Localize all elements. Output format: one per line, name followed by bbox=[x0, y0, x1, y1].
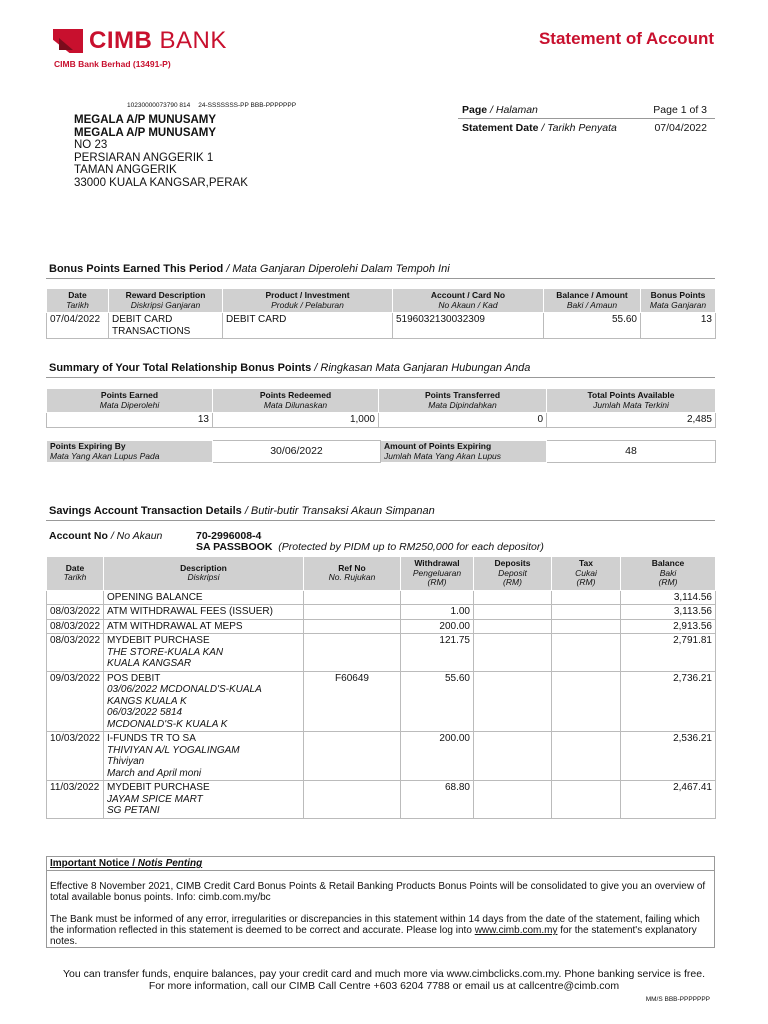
table-row bbox=[47, 619, 716, 634]
divider bbox=[46, 520, 715, 521]
cell-ref bbox=[304, 781, 401, 819]
table-row bbox=[47, 413, 716, 428]
reference-line: 10230000073790 814 24-SSSSSSS-PP BBB-PPPPPPP bbox=[127, 102, 297, 109]
col-header: Ref No No. Rujukan bbox=[304, 557, 401, 591]
logo-text: CIMB BANK bbox=[89, 27, 227, 54]
col-header: Reward Description Diskripsi Ganjaran bbox=[109, 289, 223, 313]
col-header: Balance Baki (RM) bbox=[621, 557, 716, 591]
cell-ref: F60649 bbox=[304, 671, 401, 732]
address-line: 33000 KUALA KANGSAR,PERAK bbox=[74, 176, 248, 189]
addressee-name: MEGALA A/P MUNUSAMY bbox=[74, 114, 217, 126]
cell-tax bbox=[552, 590, 621, 605]
statement-date-row: Statement Date / Tarikh Penyata 07/04/2022 bbox=[458, 119, 715, 136]
points-redeemed: 1,000 bbox=[213, 413, 379, 428]
col-header: Total Points Available Jumlah Mata Terkini bbox=[547, 389, 716, 413]
cell-balance: 3,114.56 bbox=[621, 590, 716, 605]
cell-deposit bbox=[474, 781, 552, 819]
cell-date: 11/03/2022 bbox=[47, 781, 104, 819]
total-points-available: 2,485 bbox=[547, 413, 716, 428]
cell-date: 08/03/2022 bbox=[47, 605, 104, 620]
statement-meta bbox=[458, 102, 715, 136]
cell-tax bbox=[552, 619, 621, 634]
table-row bbox=[47, 781, 716, 819]
address-line: NO 23 bbox=[74, 139, 108, 151]
page-number: Page 1 of 3 bbox=[653, 104, 707, 116]
divider bbox=[46, 278, 715, 279]
points-transferred: 0 bbox=[379, 413, 547, 428]
cell-ref bbox=[304, 605, 401, 620]
pidm-note: (Protected by PIDM up to RM250,000 for each depositor) bbox=[278, 541, 544, 553]
cell-date: 10/03/2022 bbox=[47, 732, 104, 781]
cell-tax bbox=[552, 634, 621, 672]
cell-ref bbox=[304, 619, 401, 634]
cell-desc: MYDEBIT PURCHASE THE STORE-KUALA KAN KUALA KANGSAR bbox=[104, 634, 304, 672]
cell-desc: POS DEBIT 03/06/2022 MCDONALD'S-KUALA KANGS KUALA K 06/03/2022 5814 MCDONALD'S-K KUALA K bbox=[104, 671, 304, 732]
account-number-block bbox=[196, 531, 544, 553]
cell-date: 09/03/2022 bbox=[47, 671, 104, 732]
cell-tax bbox=[552, 781, 621, 819]
bonus-section-title: Bonus Points Earned This Period / Mata Ganjaran Diperolehi Dalam Tempoh Ini bbox=[49, 263, 450, 275]
table-row: 07/04/2022 DEBIT CARD TRANSACTIONS DEBIT CARD 5196032130032309 55.60 13 bbox=[47, 313, 716, 339]
addressee-block bbox=[74, 114, 248, 189]
cimb-website-link[interactable]: www.cimb.com.my bbox=[474, 925, 558, 936]
transactions-table bbox=[46, 556, 716, 819]
points-expiring-date: 30/06/2022 bbox=[213, 441, 381, 463]
page-row: Page / Halaman Page 1 of 3 bbox=[458, 102, 715, 119]
cell-deposit bbox=[474, 732, 552, 781]
cimb-logo bbox=[53, 28, 227, 54]
cell-tax bbox=[552, 732, 621, 781]
cell-desc: ATM WITHDRAWAL AT MEPS bbox=[104, 619, 304, 634]
addressee-name-2: MEGALA A/P MUNUSAMY bbox=[74, 126, 217, 139]
col-header: Points Redeemed Mata Dilunaskan bbox=[213, 389, 379, 413]
cell-balance: 2,736.21 bbox=[621, 671, 716, 732]
points-expiring-amount: 48 bbox=[547, 441, 716, 463]
footer-code: MM/S BBB-PPPPPPP bbox=[645, 996, 710, 1003]
points-earned: 13 bbox=[47, 413, 213, 428]
col-header: Tax Cukai (RM) bbox=[552, 557, 621, 591]
account-label: Account No / No Akaun bbox=[49, 530, 163, 542]
col-header: Balance / Amount Baki / Amaun bbox=[544, 289, 641, 313]
cell-desc: MYDEBIT PURCHASE JAYAM SPICE MART SG PETANI bbox=[104, 781, 304, 819]
cell-balance: 2,536.21 bbox=[621, 732, 716, 781]
col-header: Date Tarikh bbox=[47, 289, 109, 313]
points-summary-table bbox=[46, 388, 716, 428]
cell-ref bbox=[304, 634, 401, 672]
cell-desc: OPENING BALANCE bbox=[104, 590, 304, 605]
statement-date: 07/04/2022 bbox=[654, 121, 707, 134]
cell-deposit bbox=[474, 619, 552, 634]
col-header: Account / Card No No Akaun / Kad bbox=[393, 289, 544, 313]
notice-paragraph: The Bank must be informed of any error, irregularities or discrepancies in this statement within 14 days from the date of the statement, failing which the information reflected in this statement is deemed to be correct and accurate. Please log into www.cimb.com.my for the statement's explanatory notes. bbox=[50, 914, 700, 947]
col-header: Withdrawal Pengeluaran (RM) bbox=[401, 557, 474, 591]
cell-balance: 2,467.41 bbox=[621, 781, 716, 819]
address-line: TAMAN ANGGERIK bbox=[74, 164, 177, 176]
savings-section-title: Savings Account Transaction Details / Butir-butir Transaksi Akaun Simpanan bbox=[49, 505, 435, 517]
cell-ref bbox=[304, 590, 401, 605]
table-row bbox=[47, 671, 716, 732]
cell-date: 08/03/2022 bbox=[47, 619, 104, 634]
cell-balance: 2,791.81 bbox=[621, 634, 716, 672]
footer-line: You can transfer funds, enquire balances, pay your credit card and much more via www.cimbclicks.com.my. Phone banking service is free. bbox=[63, 968, 705, 980]
col-header: Bonus Points Mata Ganjaran bbox=[641, 289, 716, 313]
cell-withdrawal: 55.60 bbox=[401, 671, 474, 732]
cell-withdrawal: 68.80 bbox=[401, 781, 474, 819]
cell-deposit bbox=[474, 634, 552, 672]
col-header: Points Earned Mata Diperolehi bbox=[47, 389, 213, 413]
cell-withdrawal: 200.00 bbox=[401, 619, 474, 634]
col-header: Deposits Deposit (RM) bbox=[474, 557, 552, 591]
footer-line: For more information, call our CIMB Call Centre +603 6204 7788 or email us at callcentre@cimb.com bbox=[148, 980, 620, 992]
cell-desc: I-FUNDS TR TO SA THIVIYAN A/L YOGALINGAM Thiviyan March and April moni bbox=[104, 732, 304, 781]
cell-withdrawal: 1.00 bbox=[401, 605, 474, 620]
points-expiring-table bbox=[46, 440, 716, 463]
cell-withdrawal bbox=[401, 590, 474, 605]
account-number: 70-2996008-4 bbox=[196, 530, 262, 542]
cell-withdrawal: 121.75 bbox=[401, 634, 474, 672]
important-notice bbox=[46, 856, 715, 948]
table-row: Points Expiring By Mata Yang Akan Lupus Pada 30/06/2022 Amount of Points Expiring Jumlah Mata Yang Akan Lupus 48 bbox=[47, 441, 716, 463]
cell-tax bbox=[552, 605, 621, 620]
col-header: Description Diskripsi bbox=[104, 557, 304, 591]
notice-paragraph: Effective 8 November 2021, CIMB Credit Card Bonus Points & Retail Banking Products Bonus Points will be consolidated to give you an overview of total available bonus points. Info: cimb.com.my/bc bbox=[50, 881, 706, 903]
cell-date: 08/03/2022 bbox=[47, 634, 104, 672]
cell-balance: 2,913.56 bbox=[621, 619, 716, 634]
account-product: SA PASSBOOK bbox=[196, 541, 273, 553]
table-row bbox=[47, 605, 716, 620]
footer bbox=[0, 968, 768, 992]
summary-section-title: Summary of Your Total Relationship Bonus Points / Ringkasan Mata Ganjaran Hubungan Anda bbox=[49, 362, 531, 374]
notice-heading: Important Notice / Notis Penting bbox=[47, 857, 714, 871]
col-header: Date Tarikh bbox=[47, 557, 104, 591]
page-title: Statement of Account bbox=[538, 29, 714, 48]
cimb-logo-icon bbox=[53, 29, 83, 53]
cell-deposit bbox=[474, 605, 552, 620]
bonus-points-table bbox=[46, 288, 716, 339]
cell-deposit bbox=[474, 671, 552, 732]
cell-ref bbox=[304, 732, 401, 781]
cell-deposit bbox=[474, 590, 552, 605]
col-header: Product / Investment Produk / Pelaburan bbox=[223, 289, 393, 313]
cell-desc: ATM WITHDRAWAL FEES (ISSUER) bbox=[104, 605, 304, 620]
divider bbox=[46, 377, 715, 378]
cell-tax bbox=[552, 671, 621, 732]
table-row bbox=[47, 590, 716, 605]
bank-name: CIMB Bank Berhad (13491-P) bbox=[54, 59, 171, 69]
cell-date bbox=[47, 590, 104, 605]
table-row bbox=[47, 732, 716, 781]
cell-balance: 3,113.56 bbox=[621, 605, 716, 620]
col-header: Points Transferred Mata Dipindahkan bbox=[379, 389, 547, 413]
address-line: PERSIARAN ANGGERIK 1 bbox=[74, 151, 214, 164]
table-row bbox=[47, 634, 716, 672]
cell-withdrawal: 200.00 bbox=[401, 732, 474, 781]
